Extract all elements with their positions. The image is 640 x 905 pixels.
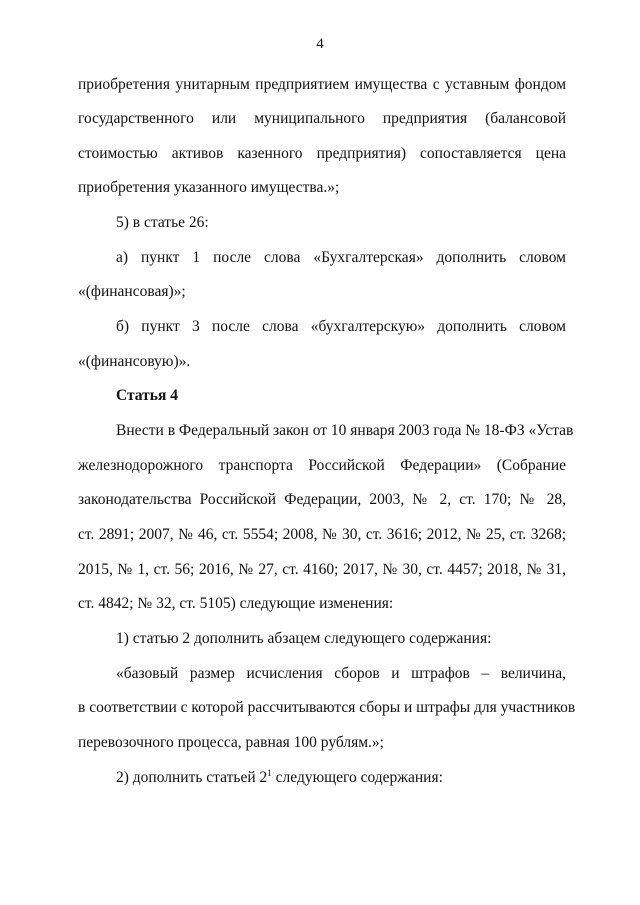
list-item-a: а) пункт 1 после слова «Бухгалтерская» дополнить словом bbox=[116, 249, 566, 266]
text-line-1: приобретения унитарным предприятием имущества с уставным фондом bbox=[78, 76, 566, 93]
text-line-20: перевозочного процесса, равная 100 рублям.»; bbox=[78, 734, 384, 751]
text-line-4: приобретения указанного имущества.»; bbox=[78, 179, 340, 196]
text-line-7: «(финансовая)»; bbox=[78, 283, 186, 300]
list-item-2 bbox=[116, 768, 566, 788]
text-line-11: Внести в Федеральный закон от 10 января 2003 года № 18-ФЗ «Устав bbox=[116, 422, 574, 439]
text-line-16: ст. 4842; № 32, ст. 5105) следующие изменения: bbox=[78, 595, 394, 612]
superscript: 1 bbox=[267, 767, 272, 778]
text-line-9: «(финансовую)». bbox=[78, 353, 191, 370]
text-line-21a: 2) дополнить статьей 2 bbox=[116, 769, 268, 786]
article-heading: Статья 4 bbox=[116, 387, 178, 404]
page-number: 4 bbox=[316, 36, 324, 52]
text-line-19: в соответствии с которой рассчитываются сборы и штрафы для участников bbox=[78, 699, 576, 716]
list-item-5: 5) в статье 26: bbox=[116, 214, 209, 231]
text-line-2: государственного или муниципального предприятия (балансовой bbox=[78, 110, 566, 127]
text-line-15: 2015, № 1, ст. 56; 2016, № 27, ст. 4160; 2017, № 30, ст. 4457; 2018, № 31, bbox=[78, 561, 566, 578]
text-line-21b: следующего содержания: bbox=[271, 769, 443, 786]
list-item-b: б) пункт 3 после слова «бухгалтерскую» дополнить словом bbox=[116, 318, 566, 335]
text-line-13: законодательства Российской Федерации, 2003, № 2, ст. 170; № 28, bbox=[78, 491, 566, 508]
text-line-18: «базовый размер исчисления сборов и штрафов – величина, bbox=[116, 665, 566, 682]
text-line-3: стоимостью активов казенного предприятия) сопоставляется цена bbox=[78, 145, 566, 162]
text-line-14: ст. 2891; 2007, № 46, ст. 5554; 2008, № 30, ст. 3616; 2012, № 25, ст. 3268; bbox=[78, 526, 566, 543]
text-line-12: железнодорожного транспорта Российской Федерации» (Собрание bbox=[78, 457, 566, 474]
list-item-1: 1) статью 2 дополнить абзацем следующего содержания: bbox=[116, 630, 492, 647]
